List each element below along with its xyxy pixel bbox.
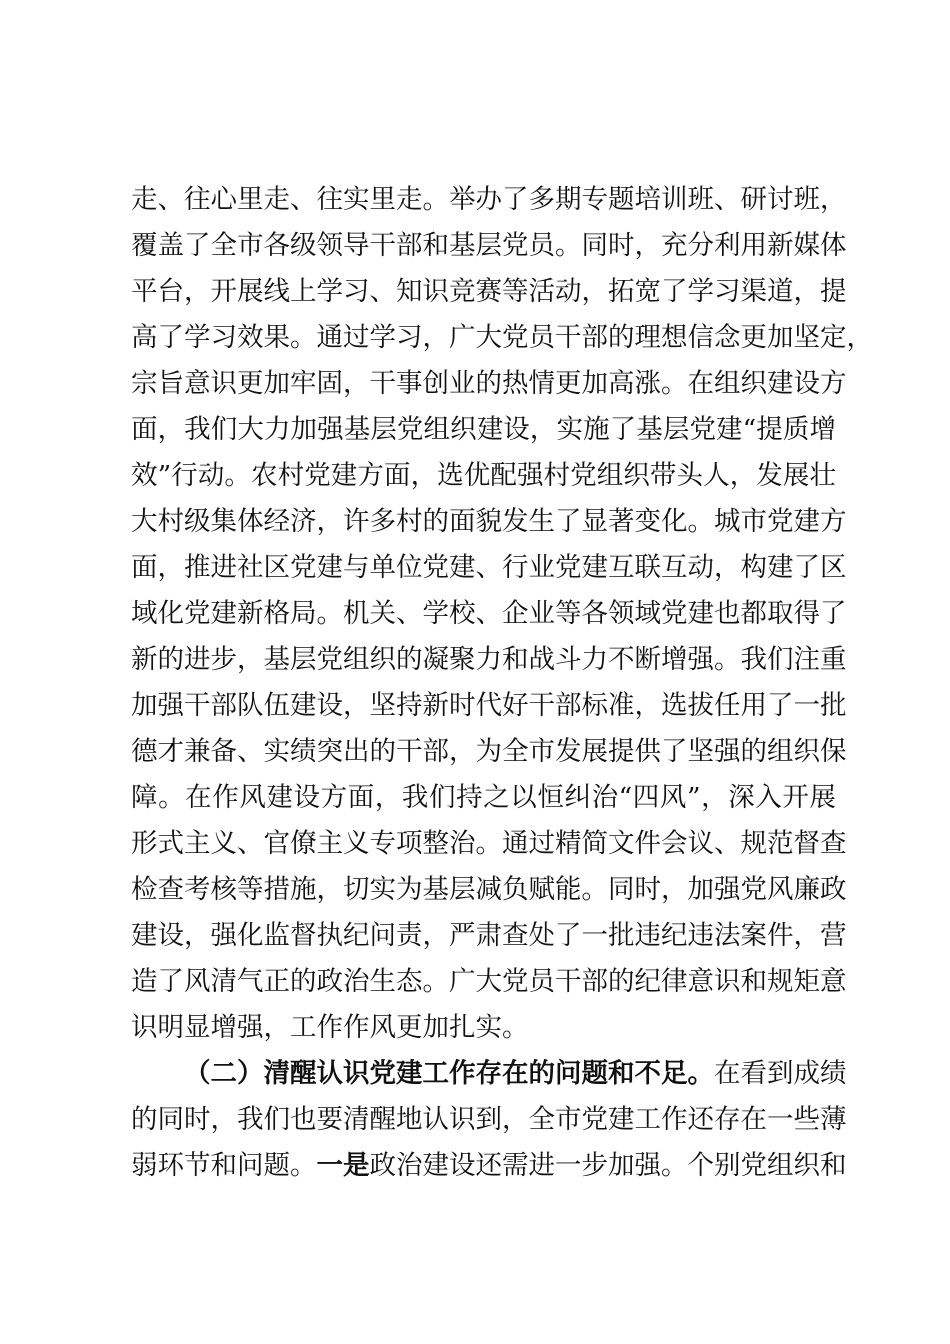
text-line: 大村级集体经济，许多村的面貌发生了显著变化。城市党建方 <box>131 506 847 537</box>
text-line: 加强干部队伍建设，坚持新时代好干部标准，选拔任用了一批 <box>131 690 847 721</box>
text-line: 德才兼备、实绩突出的干部，为全市发展提供了坚强的组织保 <box>131 736 847 767</box>
text-line: 造了风清气正的政治生态。广大党员干部的纪律意识和规矩意 <box>131 966 847 997</box>
emphasis-text: 一是 <box>316 1150 370 1181</box>
text-line: 平台，开展线上学习、知识竞赛等活动，拓宽了学习渠道，提 <box>131 276 847 307</box>
section-heading: （二）清醒认识党建工作存在的问题和不足。 <box>184 1058 714 1089</box>
section-text: 政治建设还需进一步加强。个别党组织和 <box>369 1150 847 1181</box>
text-line: 高了学习效果。通过学习，广大党员干部的理想信念更加坚定， <box>131 322 873 353</box>
text-line: 新的进步，基层党组织的凝聚力和战斗力不断增强。我们注重 <box>131 644 847 675</box>
text-line: 建设，强化监督执纪问责，严肃查处了一批违纪违法案件，营 <box>131 920 847 951</box>
text-line: 形式主义、官僚主义专项整治。通过精简文件会议、规范督查 <box>131 828 847 859</box>
text-line: 走、往心里走、往实里走。举办了多期专题培训班、研讨班， <box>131 184 847 215</box>
section-text: 弱环节和问题。一是 <box>131 1150 370 1181</box>
text-line: 识明显增强，工作作风更加扎实。 <box>131 1012 529 1043</box>
text-line: 宗旨意识更加牢固，干事创业的热情更加高涨。在组织建设方 <box>131 368 847 399</box>
text-line: 面，推进社区党建与单位党建、行业党建互联互动，构建了区 <box>131 552 847 583</box>
text-line: 面，我们大力加强基层党组织建设，实施了基层党建“提质增 <box>131 414 836 445</box>
text-line: 覆盖了全市各级领导干部和基层党员。同时，充分利用新媒体 <box>131 230 847 261</box>
text-line: 效”行动。农村党建方面，选优配强村党组织带头人，发展壮 <box>131 460 836 491</box>
text-line: 的同时，我们也要清醒地认识到，全市党建工作还存在一些薄 <box>131 1104 847 1135</box>
section-heading-line <box>184 1051 847 1097</box>
text-line: 障。在作风建设方面，我们持之以恒纠治“四风”，深入开展 <box>131 782 836 813</box>
text-line: 域化党建新格局。机关、学校、企业等各领域党建也都取得了 <box>131 598 847 629</box>
text-line <box>131 1143 847 1189</box>
text-line: 检查考核等措施，切实为基层减负赋能。同时，加强党风廉政 <box>131 874 847 905</box>
section-text: 在看到成绩 <box>714 1058 847 1089</box>
